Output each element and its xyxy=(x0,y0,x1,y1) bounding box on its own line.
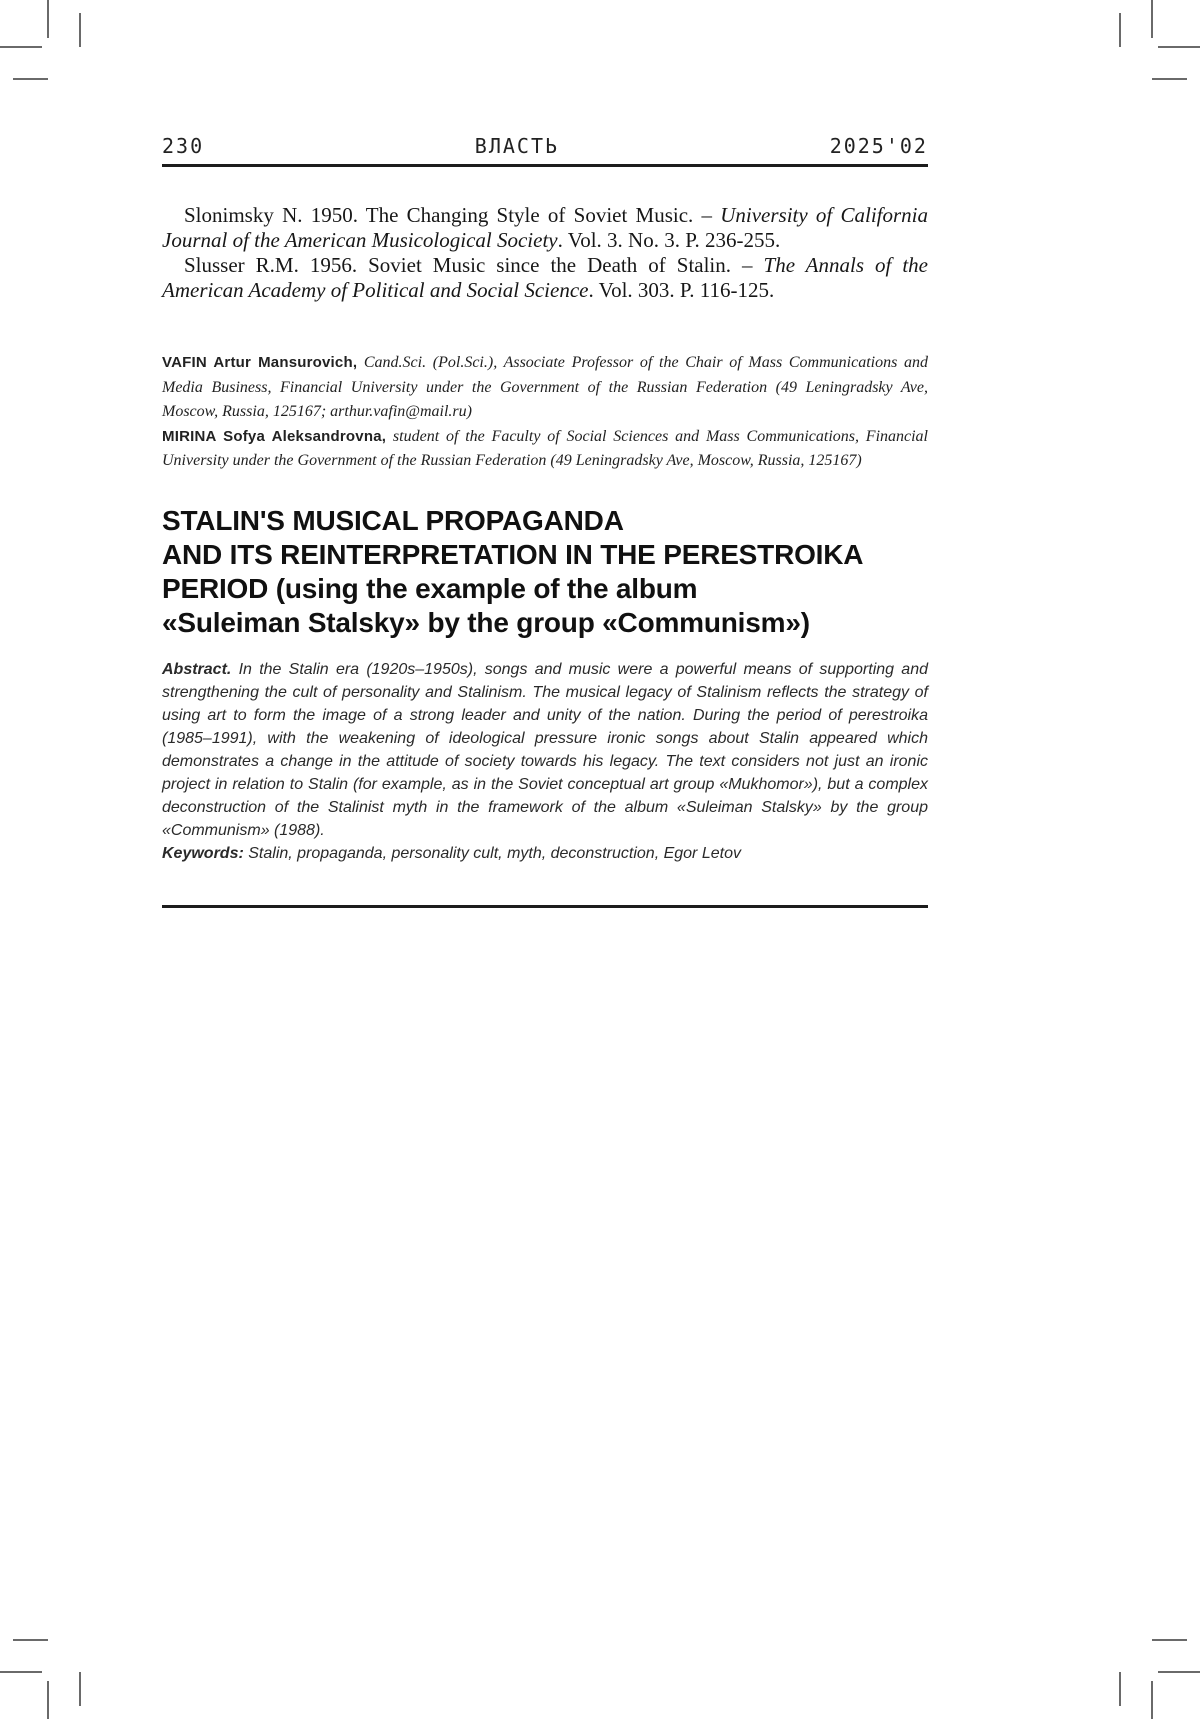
abstract-section xyxy=(162,658,928,865)
crop-mark-top-left xyxy=(79,13,81,47)
title-line: «Suleiman Stalsky» by the group «Communism») xyxy=(162,606,810,638)
reference-pages: . Vol. 303. P. 116-125. xyxy=(588,278,775,302)
running-head xyxy=(162,134,928,158)
author-details: Cand.Sci. (Pol.Sci.), Associate Professor of the Chair of Mass Communications and Media Business, Financial University under the Government of the Russian Federation (49 Leningradsky Ave, Moscow, Russia, 125167; arthur.vafin@mail.ru) xyxy=(162,354,928,420)
crop-mark-bottom-right xyxy=(1152,1639,1187,1641)
crop-mark-bottom-left xyxy=(47,1681,49,1719)
author-name: MIRINA Sofya Aleksandrovna, xyxy=(162,427,387,445)
references-section xyxy=(162,203,928,303)
author-name: VAFIN Artur Mansurovich, xyxy=(162,354,358,371)
reference-source: The Annals of the American Academy of Political and Social Science xyxy=(162,253,928,302)
reference-source: University of California Journal of the American Musicological Society xyxy=(162,203,928,252)
keywords-label: Keywords: xyxy=(162,844,244,862)
section-divider xyxy=(162,905,928,908)
crop-mark-top-left xyxy=(0,46,42,48)
article-title xyxy=(162,504,928,640)
crop-mark-bottom-left xyxy=(13,1639,48,1641)
crop-mark-bottom-right xyxy=(1158,1671,1200,1673)
reference-item xyxy=(162,203,928,253)
author-info-section xyxy=(162,351,928,474)
keywords-line xyxy=(162,842,928,865)
abstract-label: Abstract. xyxy=(162,660,232,678)
author-details: student of the Faculty of Social Sciences and Mass Communications, Financial University under the Government of the Russian Federation (49 Leningradsky Ave, Moscow, Russia, 125167) xyxy=(162,427,929,469)
title-line: STALIN'S MUSICAL PROPAGANDA xyxy=(162,504,624,536)
title-line: AND ITS REINTERPRETATION IN THE PERESTROIKA xyxy=(162,538,864,570)
reference-item xyxy=(162,253,928,303)
crop-mark-top-left xyxy=(47,0,49,38)
keywords-text: Stalin, propaganda, personality cult, myth, deconstruction, Egor Letov xyxy=(243,844,741,862)
crop-mark-top-right xyxy=(1119,13,1121,47)
crop-mark-top-left xyxy=(13,78,48,80)
reference-text: Slonimsky N. 1950. The Changing Style of Soviet Music. – xyxy=(184,203,721,227)
page-content xyxy=(162,0,928,908)
header-rule xyxy=(162,164,928,167)
author-entry xyxy=(162,351,928,425)
abstract-text: In the Stalin era (1920s–1950s), songs and music were a powerful means of supporting and strengthening the cult of personality and Stalinism. The musical legacy of Stalinism reflects the strategy of using art to form the image of a strong leader and unity of the nation. During the period of perestroika (1985–1991), with the weakening of ideological pressure ironic songs about Stalin appeared which demonstrates a change in the attitude of society towards his legacy. The text considers not just an ironic project in relation to Stalin (for example, as in the Soviet conceptual art group «Mukhomor»), but a complex deconstruction of the Stalinist myth in the framework of the album «Suleiman Stalsky» by the group «Communism» (1988). xyxy=(162,660,928,839)
author-entry xyxy=(162,425,928,474)
issue-number: 2025'02 xyxy=(829,134,928,158)
crop-mark-bottom-right xyxy=(1119,1672,1121,1706)
reference-pages: . Vol. 3. No. 3. P. 236-255. xyxy=(557,228,781,252)
page-number: 230 xyxy=(162,134,205,158)
title-line: PERIOD (using the example of the album xyxy=(162,572,698,604)
crop-mark-bottom-right xyxy=(1151,1681,1153,1719)
crop-mark-top-right xyxy=(1151,0,1153,38)
crop-mark-top-right xyxy=(1152,78,1187,80)
reference-text: Slusser R.M. 1956. Soviet Music since the Death of Stalin. – xyxy=(184,253,764,277)
journal-title: ВЛАСТЬ xyxy=(474,134,560,158)
crop-mark-bottom-left xyxy=(0,1671,42,1673)
crop-mark-top-right xyxy=(1158,46,1200,48)
abstract-paragraph xyxy=(162,658,928,842)
crop-mark-bottom-left xyxy=(79,1672,81,1706)
